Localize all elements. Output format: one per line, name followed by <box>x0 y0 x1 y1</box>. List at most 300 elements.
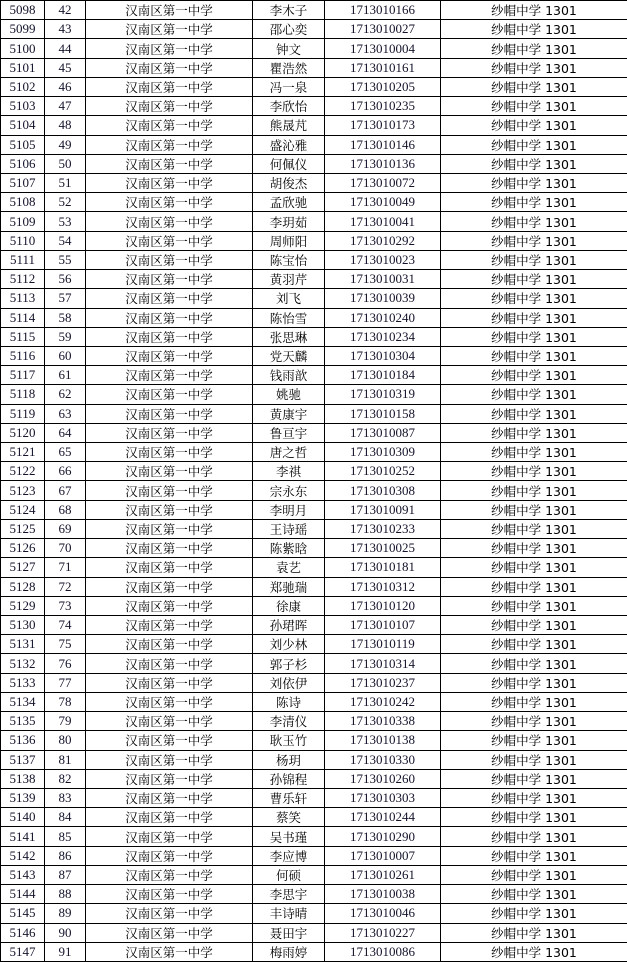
origin-school-cell: 汉南区第一中学 <box>86 942 253 961</box>
seq-cell: 5108 <box>1 193 45 212</box>
assigned-school-class-cell: 纱帽中学 1301 <box>441 904 627 923</box>
student-name-cell: 袁艺 <box>253 558 325 577</box>
seq-cell: 5115 <box>1 327 45 346</box>
assigned-school-class-cell: 纱帽中学 1301 <box>441 846 627 865</box>
student-id-cell: 1713010025 <box>325 539 441 558</box>
seq-cell: 5099 <box>1 20 45 39</box>
seq-cell: 5140 <box>1 808 45 827</box>
origin-school-cell: 汉南区第一中学 <box>86 308 253 327</box>
seq-cell: 5117 <box>1 366 45 385</box>
student-name-cell: 瞿浩然 <box>253 58 325 77</box>
student-name-cell: 李欣怡 <box>253 97 325 116</box>
seq-cell: 5106 <box>1 154 45 173</box>
student-id-cell: 1713010119 <box>325 635 441 654</box>
assigned-school-class-cell: 纱帽中学 1301 <box>441 788 627 807</box>
origin-school-cell: 汉南区第一中学 <box>86 750 253 769</box>
student-name-cell: 黄康宇 <box>253 404 325 423</box>
origin-school-cell: 汉南区第一中学 <box>86 500 253 519</box>
student-id-cell: 1713010303 <box>325 788 441 807</box>
rank-cell: 43 <box>45 20 86 39</box>
student-name-cell: 李玥茹 <box>253 212 325 231</box>
student-name-cell: 张思琳 <box>253 327 325 346</box>
assigned-school-class-cell: 纱帽中学 1301 <box>441 154 627 173</box>
table-row <box>1 558 627 577</box>
origin-school-cell: 汉南区第一中学 <box>86 404 253 423</box>
student-id-cell: 1713010312 <box>325 577 441 596</box>
student-name-cell: 陈紫晗 <box>253 539 325 558</box>
student-id-cell: 1713010146 <box>325 135 441 154</box>
seq-cell: 5137 <box>1 750 45 769</box>
origin-school-cell: 汉南区第一中学 <box>86 250 253 269</box>
seq-cell: 5105 <box>1 135 45 154</box>
assigned-school-class-cell: 纱帽中学 1301 <box>441 231 627 250</box>
rank-cell: 69 <box>45 519 86 538</box>
assigned-school-class-cell: 纱帽中学 1301 <box>441 692 627 711</box>
table-row <box>1 404 627 423</box>
origin-school-cell: 汉南区第一中学 <box>86 788 253 807</box>
rank-cell: 74 <box>45 616 86 635</box>
assigned-school-class-cell: 纱帽中学 1301 <box>441 39 627 58</box>
seq-cell: 5118 <box>1 385 45 404</box>
seq-cell: 5112 <box>1 270 45 289</box>
origin-school-cell: 汉南区第一中学 <box>86 231 253 250</box>
table-row <box>1 346 627 365</box>
rank-cell: 56 <box>45 270 86 289</box>
assigned-school-class-cell: 纱帽中学 1301 <box>441 865 627 884</box>
student-name-cell: 李祺 <box>253 462 325 481</box>
table-row <box>1 385 627 404</box>
table-row <box>1 500 627 519</box>
student-id-cell: 1713010261 <box>325 865 441 884</box>
seq-cell: 5142 <box>1 846 45 865</box>
seq-cell: 5135 <box>1 712 45 731</box>
student-name-cell: 杨玥 <box>253 750 325 769</box>
rank-cell: 87 <box>45 865 86 884</box>
student-id-cell: 1713010184 <box>325 366 441 385</box>
rank-cell: 50 <box>45 154 86 173</box>
origin-school-cell: 汉南区第一中学 <box>86 39 253 58</box>
student-id-cell: 1713010086 <box>325 942 441 961</box>
assigned-school-class-cell: 纱帽中学 1301 <box>441 712 627 731</box>
student-id-cell: 1713010091 <box>325 500 441 519</box>
student-id-cell: 1713010319 <box>325 385 441 404</box>
roster-table-body <box>1 1 627 962</box>
seq-cell: 5139 <box>1 788 45 807</box>
student-name-cell: 钟文 <box>253 39 325 58</box>
seq-cell: 5133 <box>1 673 45 692</box>
rank-cell: 76 <box>45 654 86 673</box>
assigned-school-class-cell: 纱帽中学 1301 <box>441 77 627 96</box>
assigned-school-class-cell: 纱帽中学 1301 <box>441 308 627 327</box>
table-row <box>1 193 627 212</box>
student-name-cell: 李思宇 <box>253 885 325 904</box>
table-row <box>1 635 627 654</box>
seq-cell: 5100 <box>1 39 45 58</box>
seq-cell: 5116 <box>1 346 45 365</box>
table-row <box>1 289 627 308</box>
student-name-cell: 姚驰 <box>253 385 325 404</box>
seq-cell: 5147 <box>1 942 45 961</box>
assigned-school-class-cell: 纱帽中学 1301 <box>441 558 627 577</box>
student-name-cell: 耿玉竹 <box>253 731 325 750</box>
student-name-cell: 党天麟 <box>253 346 325 365</box>
student-id-cell: 1713010027 <box>325 20 441 39</box>
assigned-school-class-cell: 纱帽中学 1301 <box>441 731 627 750</box>
origin-school-cell: 汉南区第一中学 <box>86 423 253 442</box>
rank-cell: 70 <box>45 539 86 558</box>
table-row <box>1 39 627 58</box>
student-id-cell: 1713010237 <box>325 673 441 692</box>
table-row <box>1 423 627 442</box>
assigned-school-class-cell: 纱帽中学 1301 <box>441 173 627 192</box>
seq-cell: 5134 <box>1 692 45 711</box>
rank-cell: 84 <box>45 808 86 827</box>
seq-cell: 5130 <box>1 616 45 635</box>
table-row <box>1 154 627 173</box>
student-name-cell: 曹乐轩 <box>253 788 325 807</box>
origin-school-cell: 汉南区第一中学 <box>86 769 253 788</box>
origin-school-cell: 汉南区第一中学 <box>86 481 253 500</box>
seq-cell: 5121 <box>1 443 45 462</box>
rank-cell: 59 <box>45 327 86 346</box>
student-id-cell: 1713010233 <box>325 519 441 538</box>
student-id-cell: 1713010181 <box>325 558 441 577</box>
student-name-cell: 何佩仪 <box>253 154 325 173</box>
origin-school-cell: 汉南区第一中学 <box>86 577 253 596</box>
origin-school-cell: 汉南区第一中学 <box>86 808 253 827</box>
student-name-cell: 冯一泉 <box>253 77 325 96</box>
assigned-school-class-cell: 纱帽中学 1301 <box>441 616 627 635</box>
student-id-cell: 1713010038 <box>325 885 441 904</box>
table-row <box>1 885 627 904</box>
table-row <box>1 20 627 39</box>
student-id-cell: 1713010004 <box>325 39 441 58</box>
assigned-school-class-cell: 纱帽中学 1301 <box>441 673 627 692</box>
student-name-cell: 李木子 <box>253 1 325 20</box>
student-name-cell: 徐康 <box>253 596 325 615</box>
student-name-cell: 郭子杉 <box>253 654 325 673</box>
table-row <box>1 654 627 673</box>
rank-cell: 67 <box>45 481 86 500</box>
table-row <box>1 231 627 250</box>
rank-cell: 85 <box>45 827 86 846</box>
seq-cell: 5104 <box>1 116 45 135</box>
assigned-school-class-cell: 纱帽中学 1301 <box>441 519 627 538</box>
student-name-cell: 盛沁雅 <box>253 135 325 154</box>
seq-cell: 5107 <box>1 173 45 192</box>
seq-cell: 5138 <box>1 769 45 788</box>
student-name-cell: 周师阳 <box>253 231 325 250</box>
assigned-school-class-cell: 纱帽中学 1301 <box>441 769 627 788</box>
table-row <box>1 539 627 558</box>
seq-cell: 5110 <box>1 231 45 250</box>
assigned-school-class-cell: 纱帽中学 1301 <box>441 58 627 77</box>
origin-school-cell: 汉南区第一中学 <box>86 366 253 385</box>
assigned-school-class-cell: 纱帽中学 1301 <box>441 654 627 673</box>
rank-cell: 77 <box>45 673 86 692</box>
origin-school-cell: 汉南区第一中学 <box>86 116 253 135</box>
origin-school-cell: 汉南区第一中学 <box>86 923 253 942</box>
table-row <box>1 1 627 20</box>
assigned-school-class-cell: 纱帽中学 1301 <box>441 20 627 39</box>
student-name-cell: 邵心奕 <box>253 20 325 39</box>
seq-cell: 5124 <box>1 500 45 519</box>
rank-cell: 79 <box>45 712 86 731</box>
table-row <box>1 366 627 385</box>
origin-school-cell: 汉南区第一中学 <box>86 1 253 20</box>
student-name-cell: 鲁亘宇 <box>253 423 325 442</box>
student-id-cell: 1713010023 <box>325 250 441 269</box>
seq-cell: 5098 <box>1 1 45 20</box>
origin-school-cell: 汉南区第一中学 <box>86 519 253 538</box>
assigned-school-class-cell: 纱帽中学 1301 <box>441 135 627 154</box>
table-row <box>1 97 627 116</box>
origin-school-cell: 汉南区第一中学 <box>86 558 253 577</box>
student-id-cell: 1713010205 <box>325 77 441 96</box>
student-id-cell: 1713010161 <box>325 58 441 77</box>
seq-cell: 5102 <box>1 77 45 96</box>
rank-cell: 78 <box>45 692 86 711</box>
student-name-cell: 钱雨歆 <box>253 366 325 385</box>
assigned-school-class-cell: 纱帽中学 1301 <box>441 885 627 904</box>
rank-cell: 62 <box>45 385 86 404</box>
student-name-cell: 聂田宇 <box>253 923 325 942</box>
student-id-cell: 1713010308 <box>325 481 441 500</box>
assigned-school-class-cell: 纱帽中学 1301 <box>441 289 627 308</box>
rank-cell: 48 <box>45 116 86 135</box>
student-name-cell: 刘飞 <box>253 289 325 308</box>
seq-cell: 5132 <box>1 654 45 673</box>
student-id-cell: 1713010120 <box>325 596 441 615</box>
seq-cell: 5120 <box>1 423 45 442</box>
assigned-school-class-cell: 纱帽中学 1301 <box>441 116 627 135</box>
table-row <box>1 212 627 231</box>
origin-school-cell: 汉南区第一中学 <box>86 77 253 96</box>
assigned-school-class-cell: 纱帽中学 1301 <box>441 346 627 365</box>
table-row <box>1 519 627 538</box>
table-row <box>1 731 627 750</box>
origin-school-cell: 汉南区第一中学 <box>86 443 253 462</box>
table-row <box>1 577 627 596</box>
assigned-school-class-cell: 纱帽中学 1301 <box>441 577 627 596</box>
table-row <box>1 270 627 289</box>
table-row <box>1 865 627 884</box>
rank-cell: 66 <box>45 462 86 481</box>
student-id-cell: 1713010338 <box>325 712 441 731</box>
assigned-school-class-cell: 纱帽中学 1301 <box>441 385 627 404</box>
student-id-cell: 1713010292 <box>325 231 441 250</box>
table-row <box>1 77 627 96</box>
rank-cell: 88 <box>45 885 86 904</box>
seq-cell: 5111 <box>1 250 45 269</box>
origin-school-cell: 汉南区第一中学 <box>86 596 253 615</box>
student-id-cell: 1713010252 <box>325 462 441 481</box>
origin-school-cell: 汉南区第一中学 <box>86 616 253 635</box>
table-row <box>1 616 627 635</box>
origin-school-cell: 汉南区第一中学 <box>86 635 253 654</box>
assigned-school-class-cell: 纱帽中学 1301 <box>441 942 627 961</box>
student-id-cell: 1713010227 <box>325 923 441 942</box>
assigned-school-class-cell: 纱帽中学 1301 <box>441 327 627 346</box>
student-id-cell: 1713010041 <box>325 212 441 231</box>
assigned-school-class-cell: 纱帽中学 1301 <box>441 750 627 769</box>
student-id-cell: 1713010031 <box>325 270 441 289</box>
table-row <box>1 135 627 154</box>
rank-cell: 68 <box>45 500 86 519</box>
assigned-school-class-cell: 纱帽中学 1301 <box>441 250 627 269</box>
rank-cell: 91 <box>45 942 86 961</box>
student-id-cell: 1713010240 <box>325 308 441 327</box>
assigned-school-class-cell: 纱帽中学 1301 <box>441 97 627 116</box>
student-id-cell: 1713010304 <box>325 346 441 365</box>
student-name-cell: 李应博 <box>253 846 325 865</box>
origin-school-cell: 汉南区第一中学 <box>86 846 253 865</box>
rank-cell: 90 <box>45 923 86 942</box>
assigned-school-class-cell: 纱帽中学 1301 <box>441 404 627 423</box>
origin-school-cell: 汉南区第一中学 <box>86 654 253 673</box>
origin-school-cell: 汉南区第一中学 <box>86 20 253 39</box>
assigned-school-class-cell: 纱帽中学 1301 <box>441 500 627 519</box>
origin-school-cell: 汉南区第一中学 <box>86 327 253 346</box>
student-name-cell: 陈宝怡 <box>253 250 325 269</box>
assigned-school-class-cell: 纱帽中学 1301 <box>441 462 627 481</box>
rank-cell: 44 <box>45 39 86 58</box>
origin-school-cell: 汉南区第一中学 <box>86 462 253 481</box>
table-row <box>1 462 627 481</box>
rank-cell: 64 <box>45 423 86 442</box>
rank-cell: 81 <box>45 750 86 769</box>
origin-school-cell: 汉南区第一中学 <box>86 173 253 192</box>
assigned-school-class-cell: 纱帽中学 1301 <box>441 212 627 231</box>
student-id-cell: 1713010309 <box>325 443 441 462</box>
student-name-cell: 黄羽芹 <box>253 270 325 289</box>
seq-cell: 5127 <box>1 558 45 577</box>
student-name-cell: 蔡笑 <box>253 808 325 827</box>
student-name-cell: 何硕 <box>253 865 325 884</box>
origin-school-cell: 汉南区第一中学 <box>86 154 253 173</box>
table-row <box>1 58 627 77</box>
table-row <box>1 481 627 500</box>
seq-cell: 5136 <box>1 731 45 750</box>
seq-cell: 5122 <box>1 462 45 481</box>
rank-cell: 63 <box>45 404 86 423</box>
table-row <box>1 250 627 269</box>
student-id-cell: 1713010242 <box>325 692 441 711</box>
student-id-cell: 1713010330 <box>325 750 441 769</box>
student-name-cell: 胡俊杰 <box>253 173 325 192</box>
seq-cell: 5103 <box>1 97 45 116</box>
origin-school-cell: 汉南区第一中学 <box>86 539 253 558</box>
table-row <box>1 827 627 846</box>
seq-cell: 5128 <box>1 577 45 596</box>
student-id-cell: 1713010158 <box>325 404 441 423</box>
rank-cell: 49 <box>45 135 86 154</box>
seq-cell: 5141 <box>1 827 45 846</box>
seq-cell: 5126 <box>1 539 45 558</box>
origin-school-cell: 汉南区第一中学 <box>86 904 253 923</box>
seq-cell: 5113 <box>1 289 45 308</box>
student-name-cell: 刘少林 <box>253 635 325 654</box>
rank-cell: 83 <box>45 788 86 807</box>
rank-cell: 65 <box>45 443 86 462</box>
table-row <box>1 750 627 769</box>
rank-cell: 73 <box>45 596 86 615</box>
seq-cell: 5114 <box>1 308 45 327</box>
rank-cell: 57 <box>45 289 86 308</box>
student-name-cell: 李清仪 <box>253 712 325 731</box>
student-id-cell: 1713010235 <box>325 97 441 116</box>
origin-school-cell: 汉南区第一中学 <box>86 692 253 711</box>
assigned-school-class-cell: 纱帽中学 1301 <box>441 1 627 20</box>
table-row <box>1 808 627 827</box>
rank-cell: 61 <box>45 366 86 385</box>
origin-school-cell: 汉南区第一中学 <box>86 135 253 154</box>
student-name-cell: 孟欣驰 <box>253 193 325 212</box>
student-id-cell: 1713010290 <box>325 827 441 846</box>
rank-cell: 45 <box>45 58 86 77</box>
origin-school-cell: 汉南区第一中学 <box>86 731 253 750</box>
assigned-school-class-cell: 纱帽中学 1301 <box>441 270 627 289</box>
student-id-cell: 1713010007 <box>325 846 441 865</box>
table-row <box>1 596 627 615</box>
assigned-school-class-cell: 纱帽中学 1301 <box>441 539 627 558</box>
student-id-cell: 1713010166 <box>325 1 441 20</box>
seq-cell: 5101 <box>1 58 45 77</box>
student-id-cell: 1713010138 <box>325 731 441 750</box>
table-row <box>1 712 627 731</box>
table-row <box>1 327 627 346</box>
student-name-cell: 陈怡雪 <box>253 308 325 327</box>
assigned-school-class-cell: 纱帽中学 1301 <box>441 808 627 827</box>
rank-cell: 53 <box>45 212 86 231</box>
rank-cell: 75 <box>45 635 86 654</box>
student-id-cell: 1713010072 <box>325 173 441 192</box>
origin-school-cell: 汉南区第一中学 <box>86 673 253 692</box>
student-name-cell: 李明月 <box>253 500 325 519</box>
student-id-cell: 1713010314 <box>325 654 441 673</box>
rank-cell: 72 <box>45 577 86 596</box>
seq-cell: 5146 <box>1 923 45 942</box>
seq-cell: 5123 <box>1 481 45 500</box>
assigned-school-class-cell: 纱帽中学 1301 <box>441 827 627 846</box>
student-name-cell: 唐之哲 <box>253 443 325 462</box>
assigned-school-class-cell: 纱帽中学 1301 <box>441 635 627 654</box>
rank-cell: 80 <box>45 731 86 750</box>
origin-school-cell: 汉南区第一中学 <box>86 385 253 404</box>
origin-school-cell: 汉南区第一中学 <box>86 289 253 308</box>
student-id-cell: 1713010049 <box>325 193 441 212</box>
rank-cell: 54 <box>45 231 86 250</box>
rank-cell: 86 <box>45 846 86 865</box>
student-name-cell: 吴书瑾 <box>253 827 325 846</box>
table-row <box>1 308 627 327</box>
seq-cell: 5129 <box>1 596 45 615</box>
rank-cell: 60 <box>45 346 86 365</box>
rank-cell: 58 <box>45 308 86 327</box>
seq-cell: 5143 <box>1 865 45 884</box>
student-id-cell: 1713010087 <box>325 423 441 442</box>
rank-cell: 42 <box>45 1 86 20</box>
assigned-school-class-cell: 纱帽中学 1301 <box>441 596 627 615</box>
rank-cell: 51 <box>45 173 86 192</box>
student-id-cell: 1713010244 <box>325 808 441 827</box>
table-row <box>1 443 627 462</box>
table-row <box>1 673 627 692</box>
student-id-cell: 1713010234 <box>325 327 441 346</box>
table-row <box>1 116 627 135</box>
student-name-cell: 刘依伊 <box>253 673 325 692</box>
origin-school-cell: 汉南区第一中学 <box>86 97 253 116</box>
